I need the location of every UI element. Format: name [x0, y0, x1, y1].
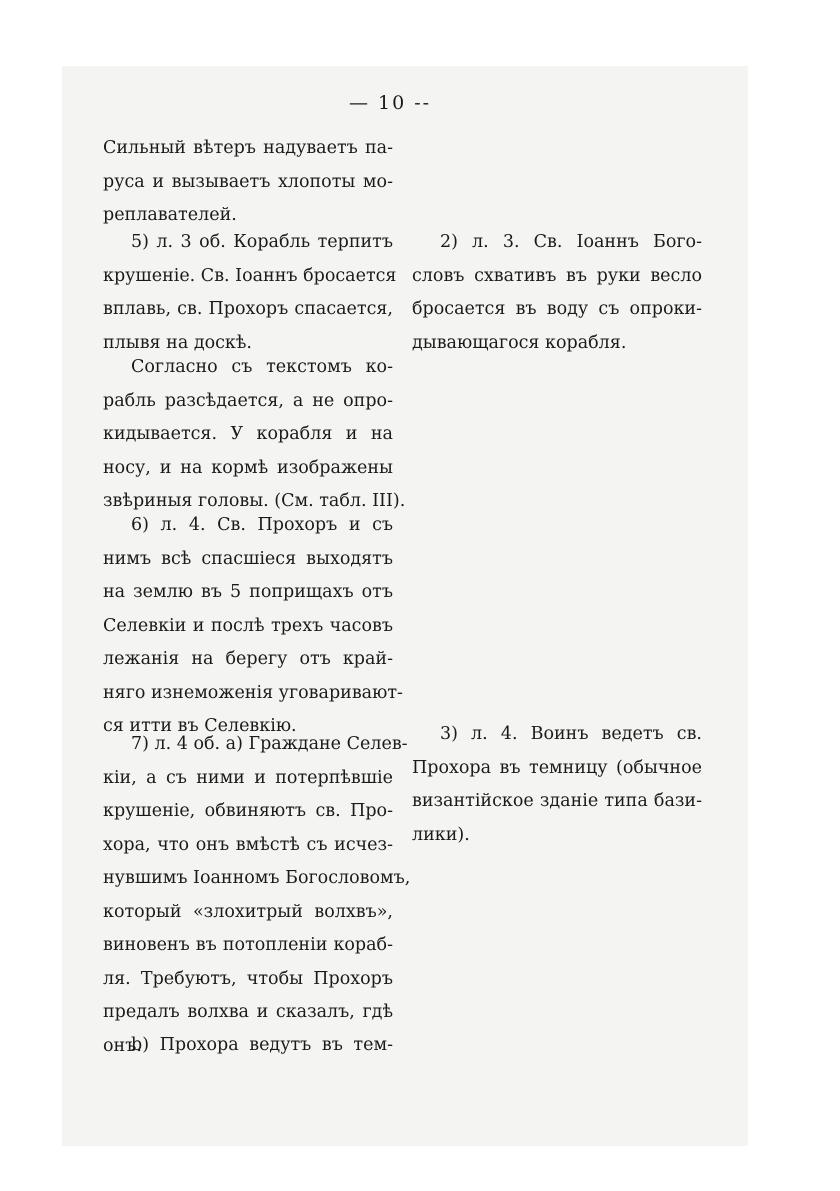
text-line: Селевкіи и послѣ трехъ часовъ: [103, 615, 393, 636]
text-line: нувшимъ Іоанномъ Богословомъ,: [103, 868, 411, 888]
text-line: Прохора въ темницу (обычное: [412, 757, 702, 778]
text-line: дывающагося корабля.: [412, 332, 627, 353]
text-line: носу, и на кормѣ изображены: [103, 457, 393, 478]
text-line: рабль разсѣдается, а не опро-: [103, 390, 393, 411]
text-line: 3) л. 4. Воинъ ведетъ св.: [440, 724, 702, 744]
text-line: кіи, а съ ними и потерпѣвшіе: [103, 767, 393, 788]
text-line: лики).: [412, 824, 470, 845]
text-line: звѣриныя головы. (См. табл. III).: [103, 491, 406, 511]
text-line: который «злохитрый волхвъ»,: [103, 901, 393, 922]
text-line: ля. Требуютъ, чтобы Прохоръ: [103, 968, 393, 989]
text-line: словъ схвативъ въ руки весло: [412, 265, 702, 286]
left-paragraph-1: [103, 132, 393, 233]
text-line: предалъ волхва и сказалъ, гдѣ: [103, 1002, 393, 1022]
text-line: Согласно съ текстомъ ко-: [131, 357, 393, 377]
text-line: 2) л. 3. Св. Іоаннъ Бого-: [440, 232, 702, 252]
right-paragraph-2: [412, 718, 702, 852]
text-line: лежанія на берегу отъ край-: [103, 649, 393, 669]
text-line: реплавателей.: [103, 205, 237, 225]
right-paragraph-1: [412, 226, 702, 360]
text-line: ся итти въ Селевкію.: [103, 716, 297, 736]
text-line: хора, что онъ вмѣстѣ съ исчез-: [103, 834, 393, 855]
text-line: вплавь, св. Прохоръ спасается,: [103, 299, 393, 319]
left-paragraph-6: [103, 1029, 393, 1063]
text-line: виновенъ въ потопленіи кораб-: [103, 935, 393, 955]
text-line: няго изнеможенія уговаривают-: [103, 682, 403, 703]
text-line: бросается въ воду съ опроки-: [412, 299, 702, 319]
left-paragraph-2: [103, 226, 397, 360]
left-paragraph-5: [103, 728, 411, 1063]
text-line: онъ.: [103, 1035, 142, 1056]
text-line: нимъ всѣ спасшіеся выходятъ: [103, 548, 393, 569]
text-line: византійское зданіе типа бази-: [412, 791, 702, 811]
text-line: 7) л. 4 об. a) Граждане Селев-: [131, 734, 408, 754]
left-paragraph-3: [103, 351, 406, 519]
text-line: 6) л. 4. Св. Прохоръ и съ: [131, 515, 393, 535]
text-line: Сильный вѣтеръ надуваетъ па-: [103, 138, 393, 158]
text-line: крушеніе, обвиняютъ св. Про-: [103, 801, 393, 821]
text-line: b) Прохора ведутъ въ тем-: [131, 1035, 393, 1055]
text-line: 5) л. 3 об. Корабль терпитъ: [131, 232, 393, 252]
text-line: кидывается. У корабля и на: [103, 424, 393, 444]
text-line: плывя на доскѣ.: [103, 332, 252, 353]
text-line: руса и вызываетъ хлопоты мо-: [103, 171, 393, 192]
left-paragraph-4: [103, 509, 403, 744]
text-line: на землю въ 5 поприщахъ отъ: [103, 582, 393, 602]
page-number: — 10 --: [348, 92, 432, 114]
text-line: крушеніе. Св. Іоаннъ бросается: [103, 265, 397, 286]
